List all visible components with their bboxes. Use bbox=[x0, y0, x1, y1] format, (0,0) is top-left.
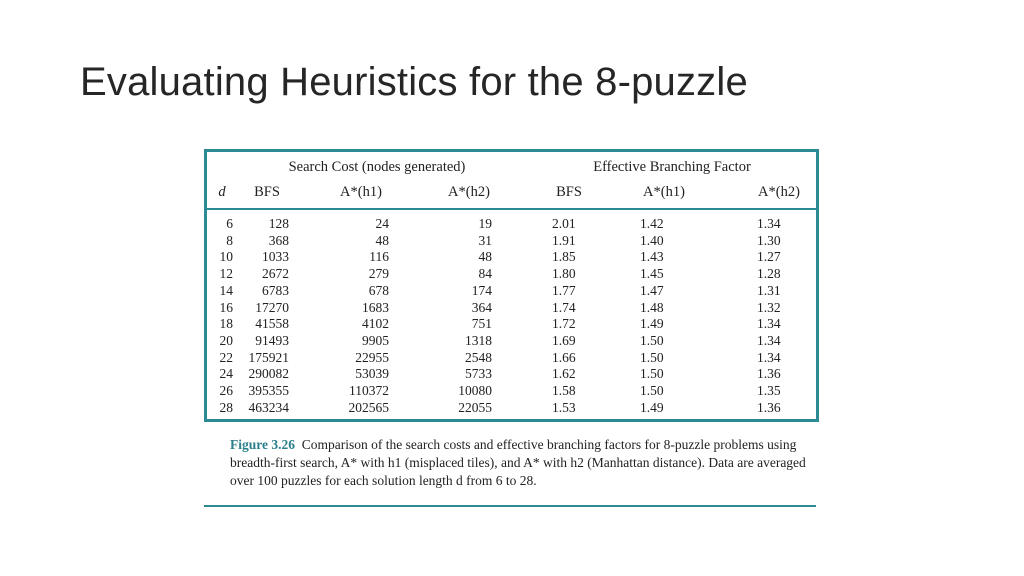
cell-astar-h1-cost: 279 bbox=[368, 266, 389, 282]
cell-bfs-ebf: 1.58 bbox=[552, 383, 576, 398]
cell-astar-h2-ebf: 1.35 bbox=[757, 383, 781, 398]
cell-d: 22 bbox=[219, 349, 233, 365]
cell-astar-h1-ebf: 1.45 bbox=[640, 266, 664, 282]
cell-astar-h1-ebf: 1.49 bbox=[640, 399, 664, 415]
cell-d: 16 bbox=[219, 299, 233, 315]
cell-astar-h2-cost: 1318 bbox=[465, 332, 492, 348]
cell-d: 20 bbox=[219, 332, 233, 348]
cell-astar-h1-cost: 1683 bbox=[362, 299, 389, 315]
header-separator bbox=[207, 208, 816, 210]
cell-bfs-cost: 290082 bbox=[248, 366, 289, 382]
cell-astar-h2-ebf: 1.36 bbox=[757, 399, 781, 415]
comparison-table bbox=[204, 149, 819, 422]
cell-astar-h2-ebf: 1.28 bbox=[757, 266, 781, 282]
cell-astar-h1-cost: 22955 bbox=[355, 349, 389, 365]
cell-d: 8 bbox=[226, 232, 233, 248]
cell-astar-h2-ebf: 1.36 bbox=[757, 366, 781, 382]
cell-d: 12 bbox=[219, 266, 233, 282]
cell-bfs-ebf: 1.74 bbox=[552, 299, 576, 315]
column-header-d: d bbox=[218, 184, 226, 200]
cell-astar-h1-cost: 202565 bbox=[348, 399, 389, 415]
cell-bfs-ebf: 2.01 bbox=[552, 216, 576, 231]
caption-label: Figure 3.26 bbox=[230, 437, 295, 452]
cell-d: 24 bbox=[219, 366, 233, 382]
cell-bfs-ebf: 1.77 bbox=[552, 282, 576, 298]
cell-astar-h2-ebf: 1.32 bbox=[757, 299, 781, 315]
column-header-bfs-ebf: BFS bbox=[556, 184, 582, 200]
cell-astar-h1-cost: 53039 bbox=[355, 366, 389, 382]
cell-bfs-cost: 368 bbox=[268, 232, 289, 248]
cell-astar-h2-cost: 31 bbox=[478, 232, 492, 248]
cell-bfs-cost: 463234 bbox=[248, 399, 289, 415]
cell-bfs-ebf: 1.85 bbox=[552, 249, 576, 265]
cell-astar-h1-cost: 678 bbox=[368, 282, 389, 298]
cell-astar-h2-ebf: 1.34 bbox=[757, 216, 781, 231]
column-header-astar-h2-cost: A*(h2) bbox=[448, 184, 490, 200]
cell-astar-h2-cost: 22055 bbox=[458, 399, 492, 415]
cell-bfs-ebf: 1.62 bbox=[552, 366, 576, 382]
cell-bfs-cost: 175921 bbox=[248, 349, 289, 365]
cell-astar-h2-cost: 84 bbox=[478, 266, 492, 282]
cell-astar-h1-ebf: 1.48 bbox=[640, 299, 664, 315]
cell-astar-h1-ebf: 1.43 bbox=[640, 249, 664, 265]
cell-bfs-ebf: 1.72 bbox=[552, 316, 576, 332]
cell-bfs-cost: 91493 bbox=[255, 332, 289, 348]
figure-caption bbox=[230, 436, 810, 490]
column-header-bfs-cost: BFS bbox=[254, 184, 280, 200]
group-header-branching-factor: Effective Branching Factor bbox=[593, 159, 751, 175]
cell-astar-h2-cost: 751 bbox=[471, 316, 492, 332]
column-header-astar-h1-ebf: A*(h1) bbox=[643, 184, 685, 200]
cell-bfs-ebf: 1.66 bbox=[552, 349, 576, 365]
cell-astar-h1-ebf: 1.49 bbox=[640, 316, 664, 332]
cell-bfs-cost: 41558 bbox=[255, 316, 289, 332]
cell-bfs-cost: 128 bbox=[268, 216, 289, 231]
column-header-astar-h2-ebf: A*(h2) bbox=[758, 184, 800, 200]
group-header-search-cost: Search Cost (nodes generated) bbox=[288, 159, 466, 175]
cell-bfs-cost: 1033 bbox=[262, 249, 289, 265]
cell-astar-h2-ebf: 1.27 bbox=[757, 249, 781, 265]
cell-astar-h2-cost: 10080 bbox=[458, 383, 492, 398]
cell-astar-h1-cost: 116 bbox=[369, 249, 389, 265]
cell-astar-h2-cost: 19 bbox=[478, 216, 492, 231]
cell-astar-h1-ebf: 1.50 bbox=[640, 366, 664, 382]
cell-astar-h1-cost: 24 bbox=[375, 216, 389, 231]
cell-astar-h2-ebf: 1.34 bbox=[757, 316, 781, 332]
cell-astar-h1-ebf: 1.50 bbox=[640, 332, 664, 348]
cell-bfs-cost: 6783 bbox=[262, 282, 289, 298]
cell-astar-h1-cost: 48 bbox=[375, 232, 389, 248]
caption-rule bbox=[204, 505, 816, 507]
cell-astar-h2-cost: 5733 bbox=[465, 366, 492, 382]
cell-astar-h1-ebf: 1.50 bbox=[640, 383, 664, 398]
cell-astar-h2-ebf: 1.31 bbox=[757, 282, 781, 298]
slide-title: Evaluating Heuristics for the 8-puzzle bbox=[80, 60, 748, 104]
cell-bfs-ebf: 1.91 bbox=[552, 232, 576, 248]
cell-d: 28 bbox=[219, 399, 233, 415]
cell-bfs-ebf: 1.80 bbox=[552, 266, 576, 282]
cell-astar-h2-ebf: 1.34 bbox=[757, 332, 781, 348]
cell-bfs-cost: 395355 bbox=[248, 383, 289, 398]
cell-astar-h2-ebf: 1.30 bbox=[757, 232, 781, 248]
cell-astar-h1-cost: 4102 bbox=[362, 316, 389, 332]
cell-astar-h1-cost: 9905 bbox=[362, 332, 389, 348]
cell-d: 26 bbox=[219, 383, 233, 398]
cell-d: 14 bbox=[219, 282, 233, 298]
cell-d: 18 bbox=[219, 316, 233, 332]
cell-d: 6 bbox=[226, 216, 233, 231]
cell-astar-h1-ebf: 1.40 bbox=[640, 232, 664, 248]
cell-astar-h2-cost: 364 bbox=[471, 299, 492, 315]
caption-text: Comparison of the search costs and effective branching factors for 8-puzzle problems using breadth-first search, A* with h1 (misplaced tiles), and A* with h2 (Manhattan distance). Data are averaged over 100 puzzles for each solution length d from 6 to 28. bbox=[230, 437, 806, 488]
cell-astar-h2-cost: 174 bbox=[471, 282, 492, 298]
column-header-astar-h1-cost: A*(h1) bbox=[340, 184, 382, 200]
cell-bfs-ebf: 1.53 bbox=[552, 399, 576, 415]
cell-d: 10 bbox=[219, 249, 233, 265]
cell-bfs-cost: 2672 bbox=[262, 266, 289, 282]
cell-astar-h1-ebf: 1.47 bbox=[640, 282, 664, 298]
cell-bfs-cost: 17270 bbox=[255, 299, 289, 315]
cell-astar-h2-ebf: 1.34 bbox=[757, 349, 781, 365]
cell-astar-h1-ebf: 1.42 bbox=[640, 216, 664, 231]
cell-astar-h1-cost: 110372 bbox=[349, 383, 389, 398]
cell-astar-h2-cost: 48 bbox=[478, 249, 492, 265]
cell-bfs-ebf: 1.69 bbox=[552, 332, 576, 348]
cell-astar-h2-cost: 2548 bbox=[465, 349, 492, 365]
cell-astar-h1-ebf: 1.50 bbox=[640, 349, 664, 365]
